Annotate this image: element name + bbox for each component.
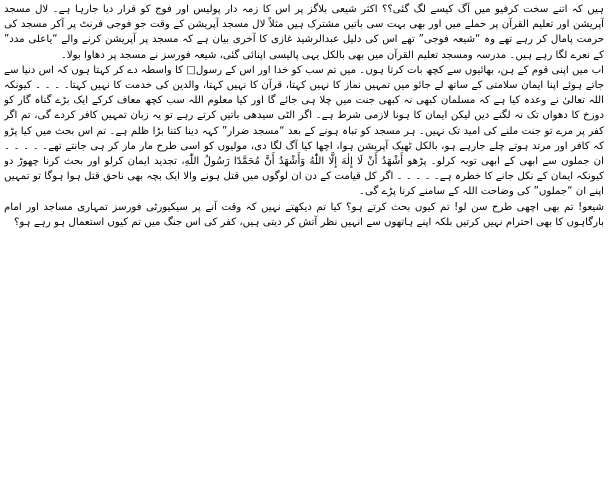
paragraph-lal-masjid-comparison: ہیں کہ اتنے سخت کرفیو میں آگ کیسے لگ گئی؟؟ اکثر شیعی بلاگز پر اس کا زمہ دار پولیس اور فوج کو قرار دیا جارہا ہے۔ لال مسجد آپریشن اور تعلیم القرآن پر حملے میں اور بھی بہت سی باتیں مشترک ہیں مثلاً لال مسجد آپریشن کے وقت جو فوجی فرنٹ پر آکر مسجد کی حرمت پامال کر رہے تھے وہ “شیعہ فوجی” تھے اس کی دلیل عبدالرشید غازی کا آخری بیان ہے کہ مسجد پر آپریشن کرنے والے “یاعلی مدد” کے نعرے لگا رہے ہیں۔ مدرسہ ومسجد تعلیم القرآن میں بھی بالکل یہی پالیسی اپنائی گئی، شیعہ فورسز نے مسجد پر دھاوا بولا۔ [4,4,604,61]
article-text-block [4,2,604,482]
paragraph-appeal-to-own-nation: اب میں اپنی قوم کے ہن، بھائیوں سے کچھ بات کرتا ہوں۔ میں تم سب کو خدا اور اس کے رسول□ کا واسطہ دے کر کہتا ہوں کہ اس دنیا سے جاتے ہوئے اپنا ایمان سلامتی کے ساتھ لے جائو میں تمہیں نماز کا نہیں کہتا، قرآن کا نہیں کہتا، والدین کی خدمت کا نہیں کہتا۔ ۔ ۔ ۔ کیونکہ اللہ تعالیٰ نے وعدہ کیا ہے کہ مسلمان کبھی نہ کبھی جنت میں چلا ہی جائے گا اور کیا معلوم اللہ سب کچھ معاف کرکے ایک بڑے گناہ گار کو دوزخ کا دھواں تک نہ لگنے دیں لیکن ایمان کا ہونا لازمی شرط ہے۔ اگر الٹی سیدھی باتیں کرتے رہے تو یہ زبان تمہیں کافر کردے گی، تم اگر کفر پر مرے تو جنت ملنے کی امید تک نہیں۔ ہر مسجد کو تباہ ہونے کے بعد “مسجد ضرار” کہہ دینا کتنا بڑا ظلم ہے۔ تم اس بحث میں کیا پڑو کہ کافر اور مرتد ہوتے چلے جارہے ہو، بالکل ٹھیک آپریشن ہوا، اچھا کیا آگ لگا دی، مولیوں کو اسی طرح مار مار کر ہی جانتے تھے۔ ۔ ۔ ۔ ۔ ان جملوں سے ابھی کے ابھی توبہ کرلو۔ پڑھو أَشْهَدُ أَنْ لَا إِلٰهَ إِلَّا اللّٰهُ وَأَشْهَدُ أَنَّ مُحَمَّدًا رَسُولُ اللّٰهِ، تجدید ایمان کرلو اور بحث کرنا چھوڑ دو کیونکہ ایمان کے نکل جانے کا خطرہ ہے۔ ۔ ۔ ۔ ۔ اگر کل قیامت کے دن ان لوگوں میں قتل ہونے والا ایک بچہ بھی ناحق قتل ہوا ہوگا تو تمہیں اپنے ان “جملوں” کی وضاحت اللہ کے سامنے کرنا پڑے گی۔ [4,64,604,198]
paragraph-appeal-to-shias: شیعو! تم بھی اچھی طرح سن لو! تم کیوں بحث کرتے ہو؟ کیا تم دیکھتے نہیں کہ وقت آنے پر سیکیورٹی فورسز تمہاری مساجد اور امام بارگاہوں کا بھی احترام نہیں کرتیں بلکہ اپنے ہاتھوں سے انہیں نظر آتش کر دیتی ہیں، کفر کی اس جنگ میں تم کیوں استعمال ہو رہے ہو؟ [4,201,604,228]
